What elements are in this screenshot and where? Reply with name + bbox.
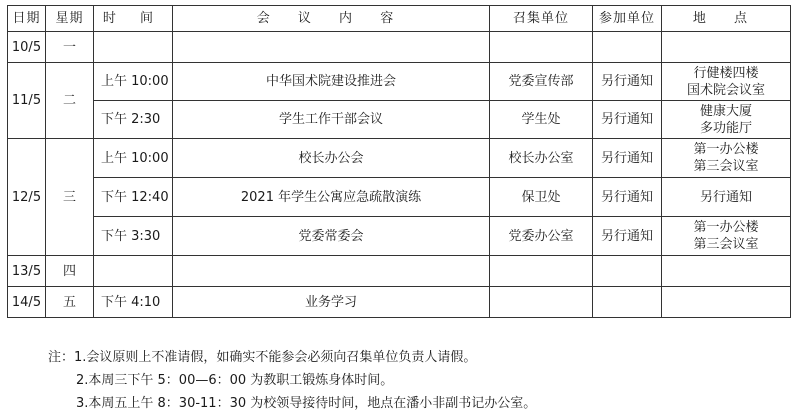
organizer-cell [490, 256, 593, 287]
table-row [8, 139, 791, 178]
weekday-cell: 四 [46, 256, 94, 287]
participants-cell [593, 287, 662, 318]
time-cell: 上午 10:00 [94, 139, 173, 178]
participants-cell [593, 256, 662, 287]
time-cell [94, 256, 173, 287]
location-cell [662, 287, 791, 318]
content-cell: 学生工作干部会议 [173, 101, 490, 139]
participants-cell: 另行通知 [593, 139, 662, 178]
date-cell: 14/5 [8, 287, 46, 318]
time-cell [94, 32, 173, 63]
location-cell [662, 217, 791, 256]
organizer-cell [490, 32, 593, 63]
location-cell [662, 63, 791, 101]
location-cell [662, 139, 791, 178]
location-line: 第一办公楼 [693, 142, 759, 157]
table-row [8, 101, 791, 139]
table-row [8, 63, 791, 101]
participants-cell: 另行通知 [593, 101, 662, 139]
header-time: 时 间 [94, 6, 173, 32]
location-line: 健康大厦 [699, 103, 752, 119]
weekly-meeting-schedule-table [7, 5, 791, 318]
location-line: 另行通知 [699, 189, 752, 205]
date-cell: 11/5 [8, 63, 46, 139]
participants-cell: 另行通知 [593, 63, 662, 101]
content-cell [173, 32, 490, 63]
location-line: 行健楼四楼 [693, 65, 759, 81]
weekday-cell: 二 [46, 63, 94, 139]
time-cell: 上午 10:00 [94, 63, 173, 101]
header-weekday: 星期 [46, 6, 94, 32]
date-cell: 13/5 [8, 256, 46, 287]
organizer-cell: 学生处 [490, 101, 593, 139]
content-cell: 2021 年学生公寓应急疏散演练 [173, 178, 490, 217]
note-line: 2.本周三下午 5：00—6：00 为教职工锻炼身体时间。 [76, 373, 394, 388]
organizer-cell [490, 287, 593, 318]
table-row [8, 32, 791, 63]
participants-cell: 另行通知 [593, 217, 662, 256]
header-date: 日期 [8, 6, 46, 32]
content-cell: 业务学习 [173, 287, 490, 318]
table-row [8, 178, 791, 217]
date-cell: 10/5 [8, 32, 46, 63]
time-cell: 下午 3:30 [94, 217, 173, 256]
date-cell: 12/5 [8, 139, 46, 256]
location-line: 第三会议室 [693, 159, 759, 174]
location-cell [662, 256, 791, 287]
location-line: 第一办公楼 [693, 220, 759, 235]
content-cell [173, 256, 490, 287]
table-row [8, 287, 791, 318]
organizer-cell: 党委办公室 [490, 217, 593, 256]
header-location: 地 点 [662, 6, 791, 32]
organizer-cell: 党委宣传部 [490, 63, 593, 101]
notes-section [48, 346, 536, 415]
time-cell: 下午 12:40 [94, 178, 173, 217]
weekday-cell: 三 [46, 139, 94, 256]
location-line: 多功能厅 [699, 120, 752, 136]
header-content: 会 议 内 容 [173, 6, 490, 32]
header-organizer: 召集单位 [490, 6, 593, 32]
location-cell [662, 32, 791, 63]
participants-cell [593, 32, 662, 63]
time-cell: 下午 2:30 [94, 101, 173, 139]
content-cell: 中华国术院建设推进会 [173, 63, 490, 101]
location-cell [662, 178, 791, 217]
table-row [8, 217, 791, 256]
header-participants: 参加单位 [593, 6, 662, 32]
time-cell: 下午 4:10 [94, 287, 173, 318]
content-cell: 校长办公会 [173, 139, 490, 178]
organizer-cell: 保卫处 [490, 178, 593, 217]
location-cell [662, 101, 791, 139]
note-line: 注：1.会议原则上不准请假，如确实不能参会必须向召集单位负责人请假。 [48, 350, 477, 365]
table-row [8, 256, 791, 287]
weekday-cell: 一 [46, 32, 94, 63]
participants-cell: 另行通知 [593, 178, 662, 217]
location-line: 国术院会议室 [686, 82, 765, 98]
organizer-cell: 校长办公室 [490, 139, 593, 178]
note-line: 3.本周五上午 8：30-11：30 为校领导接待时间，地点在潘小非副书记办公室。 [76, 396, 537, 411]
content-cell: 党委常委会 [173, 217, 490, 256]
weekday-cell: 五 [46, 287, 94, 318]
table-header-row [8, 6, 791, 32]
location-line: 第三会议室 [693, 237, 759, 252]
